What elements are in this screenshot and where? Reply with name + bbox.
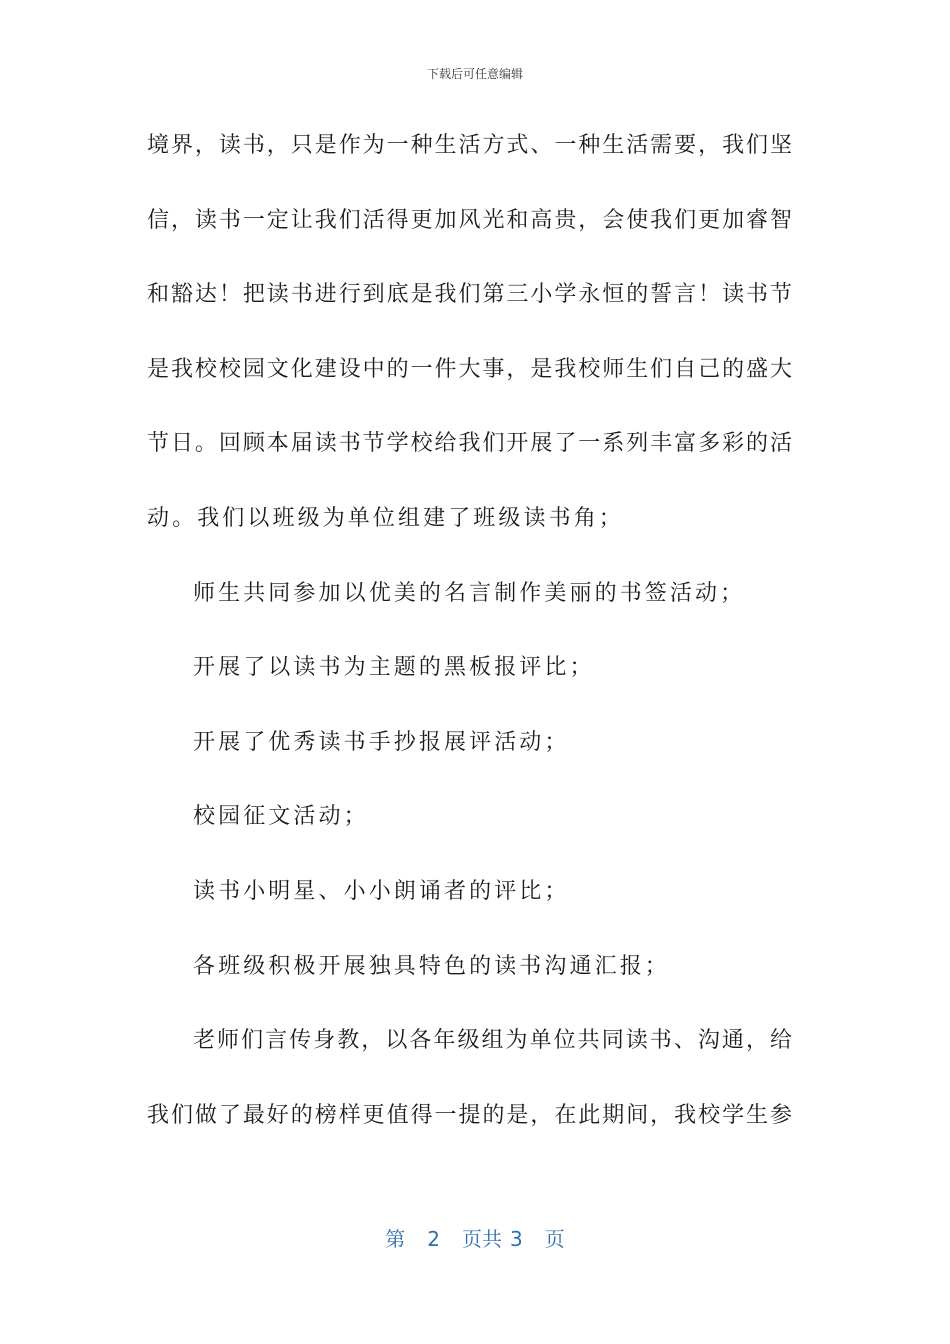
footer-page-number: 2 — [427, 1227, 440, 1251]
text-line: 师生共同参加以优美的名言制作美丽的书签活动； — [193, 580, 746, 606]
document-body — [147, 128, 792, 1172]
text-line: 境界，读书，只是作为一种生活方式、一种生活需要，我们坚 — [147, 133, 792, 158]
text-line: 动。我们以班级为单位组建了班级读书角； — [147, 505, 624, 531]
footer-total-pages: 3 — [510, 1227, 523, 1251]
page-footer — [0, 1226, 950, 1252]
page-header-note: 下载后可任意编辑 — [426, 67, 523, 81]
text-line: 开展了以读书为主题的黑板报评比； — [193, 655, 595, 681]
text-line: 老师们言传身教，以各年级组为单位共同读书、沟通，给 — [193, 1028, 792, 1054]
text-line: 开展了优秀读书手抄报展评活动； — [193, 729, 570, 755]
text-line: 校园征文活动； — [193, 804, 369, 830]
text-line: 读书小明星、小小朗诵者的评比； — [193, 878, 570, 904]
footer-prefix: 第 — [385, 1227, 406, 1251]
text-line: 节日。回顾本届读书节学校给我们开展了一系列丰富多彩的活 — [147, 431, 792, 457]
text-line: 我们做了最好的榜样更值得一提的是，在此期间，我校学生参 — [147, 1102, 792, 1128]
text-line: 信，读书一定让我们活得更加风光和高贵，会使我们更加睿智 — [147, 207, 792, 233]
footer-middle: 页共 — [462, 1227, 502, 1251]
footer-suffix: 页 — [544, 1227, 565, 1251]
text-line: 是我校校园文化建设中的一件大事，是我校师生们自己的盛大 — [147, 356, 792, 382]
text-line: 各班级积极开展独具特色的读书沟通汇报； — [193, 953, 670, 979]
text-line: 和豁达！把读书进行到底是我们第三小学永恒的誓言！读书节 — [147, 282, 792, 308]
